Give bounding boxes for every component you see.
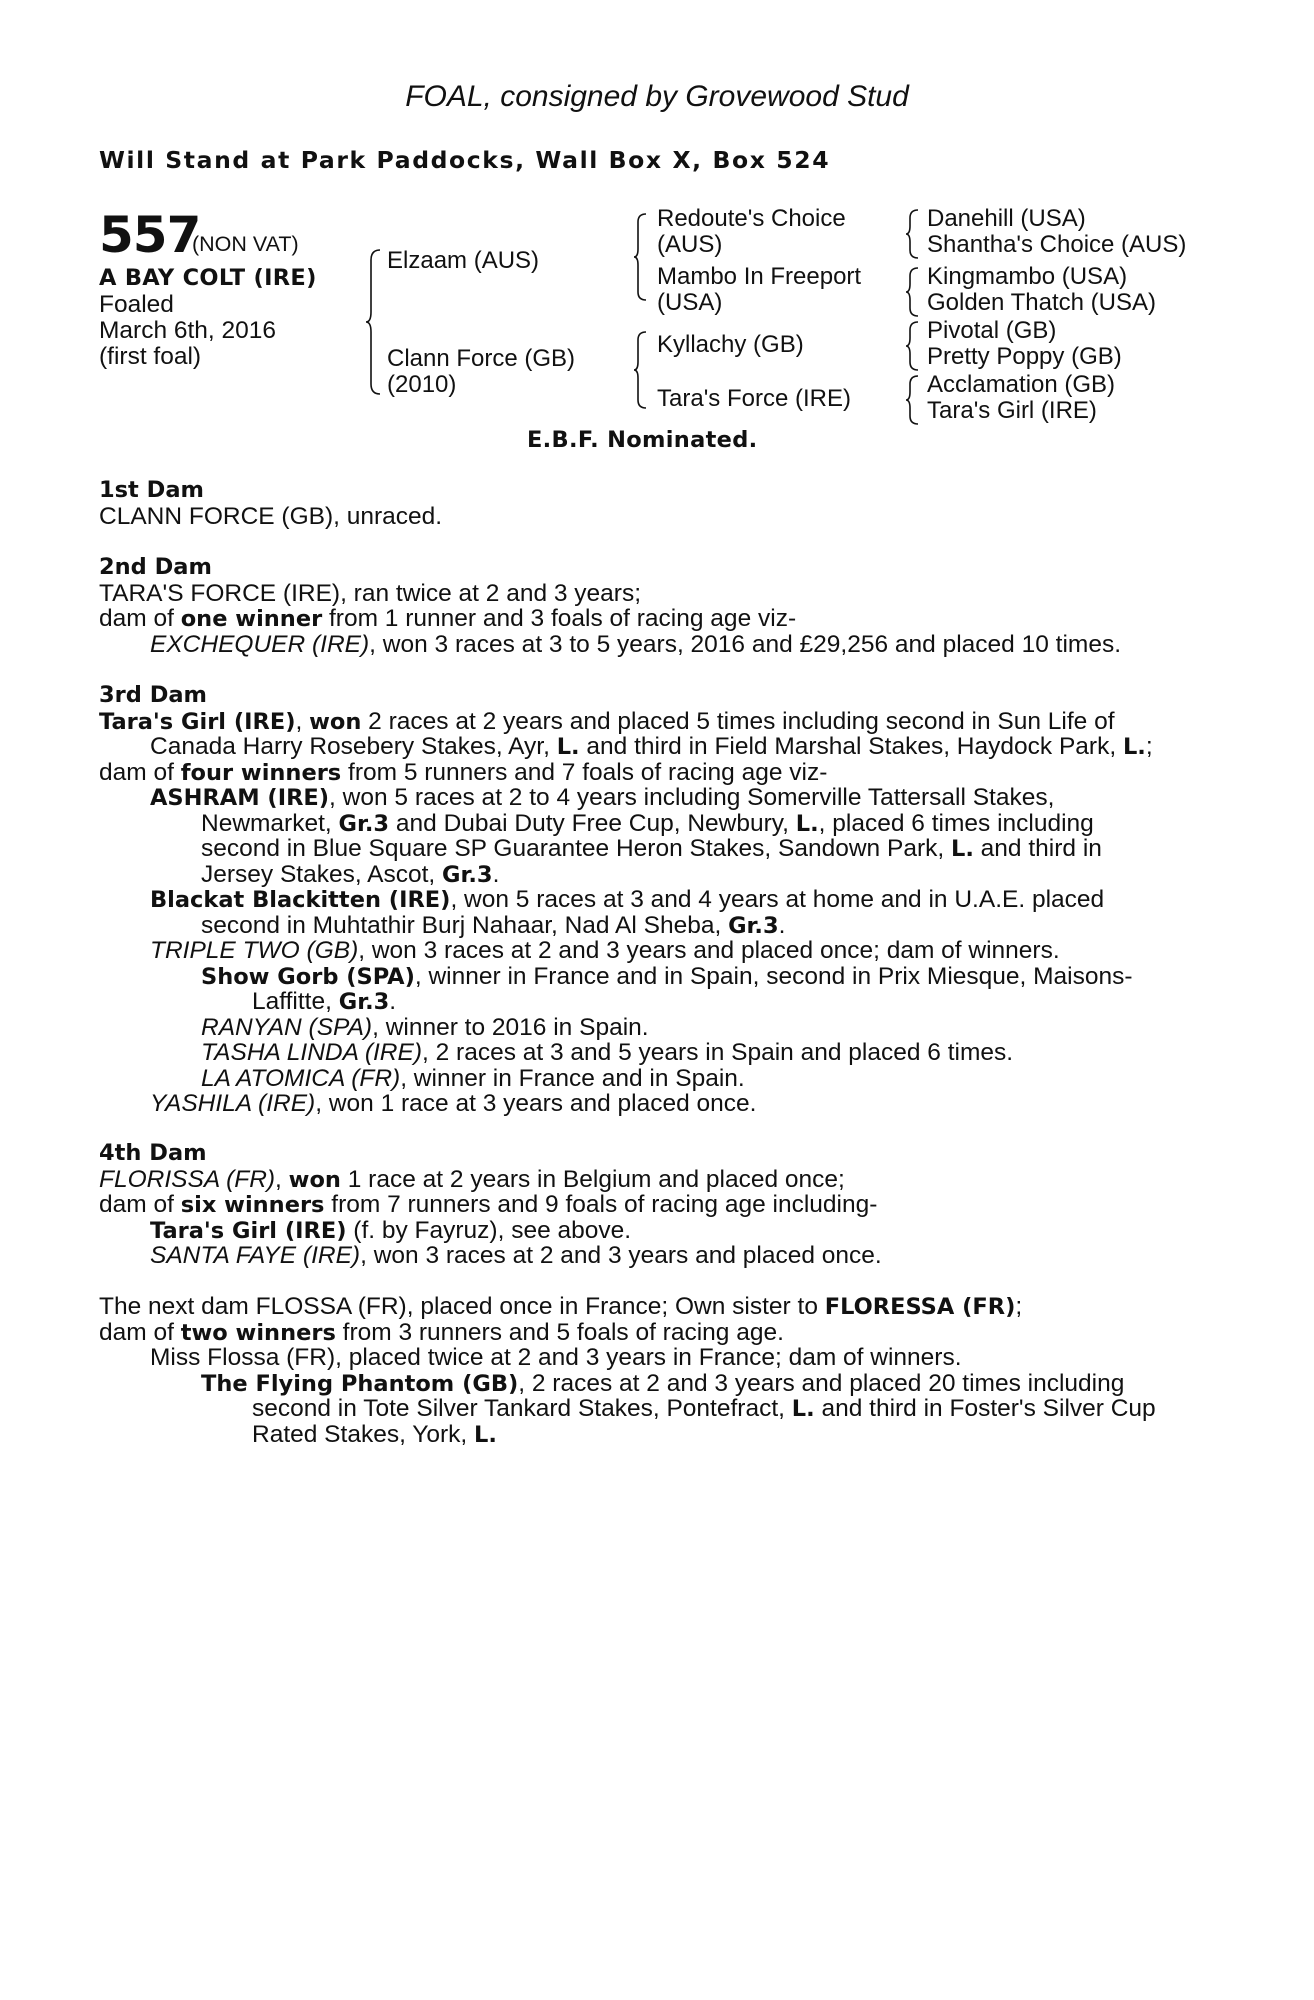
produce-entry: Miss Flossa (FR), placed twice at 2 and 3 years in France; dam of winners. xyxy=(150,1344,962,1371)
text-run: from 3 runners and 5 foals of racing age. xyxy=(335,1318,784,1346)
grand-produce-entry xyxy=(99,1015,1209,1041)
first-dam-section xyxy=(99,478,1209,529)
pedigree-sd: Mambo In Freeport xyxy=(657,263,862,290)
text-run: The next dam FLOSSA (FR), placed once in France; Own sister to xyxy=(99,1293,825,1320)
produce-entry xyxy=(99,1243,1209,1269)
grand-produce-entry xyxy=(99,1040,1209,1066)
text-run: one winner xyxy=(180,606,323,632)
dam-text-cont xyxy=(99,734,1209,760)
text-run: , won 5 races at 2 to 4 years including Somerville Tattersall Stakes, xyxy=(329,784,1055,811)
text-run: , 2 races at 2 and 3 years and placed 20 times including xyxy=(518,1369,1125,1397)
produce-entry-cont xyxy=(99,913,1209,939)
text-run: (f. by Fayruz), see above. xyxy=(346,1216,632,1244)
grand-produce-entry xyxy=(99,1371,1209,1397)
pedigree-g3-4: Golden Thatch (USA) xyxy=(927,289,1156,316)
pedigree-dam: Clann Force (GB) xyxy=(387,345,576,372)
text-run: The Flying Phantom (GB) xyxy=(201,1370,519,1397)
text-run: Blackat Blackitten (IRE) xyxy=(150,887,451,913)
text-run: from 1 runner and 3 foals of racing age viz- xyxy=(322,605,797,632)
text-run: TASHA LINDA (IRE) xyxy=(201,1039,422,1066)
text-run: L. xyxy=(1122,734,1146,760)
dam-text xyxy=(99,1167,1209,1193)
text-run: dam of xyxy=(99,1191,181,1218)
text-run: second in Muhtathir Burj Nahaar, Nad Al Sheba, xyxy=(201,911,729,939)
text-run: L. xyxy=(474,1421,497,1448)
text-run: , won 5 races at 3 and 4 years at home and in U.A.E. placed xyxy=(450,886,1105,913)
text-run: and third in xyxy=(973,835,1102,862)
text-run: 2 races at 2 years and placed 5 times including second in Sun Life of xyxy=(361,707,1115,735)
consignor-title: FOAL, consigned by Grovewood Stud xyxy=(405,80,909,113)
text-run: , xyxy=(275,1165,289,1193)
pedigree-brace-g3-4 xyxy=(906,374,920,426)
pedigree-ds: Kyllachy (GB) xyxy=(657,331,804,358)
text-run: , won 3 races at 2 and 3 years and placed once. xyxy=(360,1242,882,1269)
pedigree-brace-g3-3 xyxy=(906,320,920,372)
produce-summary xyxy=(99,1192,1209,1218)
text-run: two winners xyxy=(180,1319,336,1346)
text-run: 1 race at 2 years in Belgium and placed once; xyxy=(340,1165,845,1193)
produce-entry xyxy=(99,938,1209,964)
pedigree-brace-dam xyxy=(634,330,648,410)
text-run: Canada Harry Rosebery Stakes, Ayr, xyxy=(150,733,557,760)
foaled-label: Foaled xyxy=(99,291,174,318)
pedigree-g3-1: Danehill (USA) xyxy=(927,205,1086,232)
text-run: , 2 races at 3 and 5 years in Spain and placed 6 times. xyxy=(421,1039,1014,1066)
produce-entry-cont xyxy=(99,811,1209,837)
produce-entry xyxy=(99,785,1209,811)
foal-note: (first foal) xyxy=(99,343,202,370)
second-dam-section xyxy=(99,555,1209,657)
text-run: EXCHEQUER (IRE) xyxy=(150,630,370,658)
grand-produce-entry-cont xyxy=(99,1396,1209,1422)
text-run: second in Blue Square SP Guarantee Heron Stakes, Sandown Park, xyxy=(201,835,951,862)
text-run: TRIPLE TWO (GB) xyxy=(150,937,359,964)
pedigree-brace-g3-2 xyxy=(906,266,920,318)
pedigree-g3-2: Shantha's Choice (AUS) xyxy=(927,231,1187,258)
section-heading: 4th Dam xyxy=(99,1140,207,1166)
text-run: Gr.3 xyxy=(442,861,493,888)
pedigree-g3-3: Kingmambo (USA) xyxy=(927,263,1128,290)
grand-produce-entry xyxy=(99,1066,1209,1092)
pedigree-g3-6: Pretty Poppy (GB) xyxy=(927,343,1122,370)
text-run: Jersey Stakes, Ascot, xyxy=(201,860,443,888)
text-run: , won 3 races at 2 and 3 years and placed once; dam of winners. xyxy=(358,937,1060,964)
vat-status: (NON VAT) xyxy=(192,232,299,256)
pedigree-brace-gen1 xyxy=(366,248,382,396)
text-run: , won 1 race at 3 years and placed once. xyxy=(315,1090,757,1117)
text-run: L. xyxy=(791,1396,815,1422)
text-run: six winners xyxy=(180,1192,325,1218)
text-run: SANTA FAYE (IRE) xyxy=(150,1242,361,1269)
text-run: L. xyxy=(795,810,819,837)
text-run: won xyxy=(288,1166,341,1193)
text-run: from 5 runners and 7 foals of racing age viz- xyxy=(341,758,828,786)
text-run: , winner in France and in Spain, second in Prix Miesque, Maisons- xyxy=(414,962,1133,990)
grand-produce-entry xyxy=(99,964,1209,990)
pedigree-brace-sire xyxy=(634,212,648,302)
text-run: . xyxy=(492,860,500,888)
text-run: and third in Foster's Silver Cup xyxy=(814,1395,1156,1422)
text-run: second in Tote Silver Tankard Stakes, Pontefract, xyxy=(252,1395,792,1422)
section-heading: 2nd Dam xyxy=(99,554,212,580)
produce-entry xyxy=(99,632,1209,658)
produce-summary xyxy=(99,1320,1209,1346)
text-run: ; xyxy=(1145,733,1153,760)
text-run: Gr.3 xyxy=(338,810,390,837)
text-run: and third in Field Marshal Stakes, Haydock Park, xyxy=(579,733,1123,760)
dam-text: CLANN FORCE (GB), unraced. xyxy=(99,502,443,530)
text-run: Rated Stakes, York, xyxy=(252,1420,474,1448)
grand-produce-entry-cont xyxy=(99,1422,1209,1448)
pedigree-dam-year: (2010) xyxy=(387,371,457,398)
produce-summary xyxy=(99,760,1209,786)
text-run: four winners xyxy=(180,759,342,786)
pedigree-brace-g3-1 xyxy=(906,208,920,260)
text-run: Gr.3 xyxy=(728,912,779,939)
stand-location: Will Stand at Park Paddocks, Wall Box X, Box 524 xyxy=(99,146,831,174)
text-run: , xyxy=(295,707,310,735)
text-run: won xyxy=(309,708,362,735)
text-run: , won 3 races at 3 to 5 years, 2016 and £29,256 and placed 10 times. xyxy=(369,630,1122,658)
produce-entry-cont xyxy=(99,862,1209,888)
foaled-date: March 6th, 2016 xyxy=(99,317,277,344)
text-run: ; xyxy=(1015,1293,1023,1320)
lot-number: 557 xyxy=(99,206,201,264)
pedigree-sd-country: (USA) xyxy=(657,289,723,316)
text-run: . xyxy=(778,911,786,939)
pedigree-g3-7: Acclamation (GB) xyxy=(927,371,1116,398)
text-run: Newmarket, xyxy=(201,809,339,837)
text-run: ASHRAM (IRE) xyxy=(150,785,330,811)
text-run: L. xyxy=(556,734,580,760)
text-run: and Dubai Duty Free Cup, Newbury, xyxy=(389,809,796,837)
text-run: . xyxy=(389,988,397,1015)
pedigree-ss-country: (AUS) xyxy=(657,231,723,258)
dam-text xyxy=(99,709,1209,735)
produce-entry xyxy=(99,1218,1209,1244)
text-run: Tara's Girl (IRE) xyxy=(99,708,296,735)
text-run: FLORESSA (FR) xyxy=(824,1294,1016,1320)
fourth-dam-section xyxy=(99,1141,1209,1269)
pedigree-dd: Tara's Force (IRE) xyxy=(657,385,851,412)
text-run: RANYAN (SPA) xyxy=(201,1013,373,1041)
produce-entry xyxy=(99,887,1209,913)
lot-name: A BAY COLT (IRE) xyxy=(99,265,317,291)
pedigree-ss: Redoute's Choice xyxy=(657,205,846,232)
next-dam-section xyxy=(99,1294,1209,1447)
text-run: dam of xyxy=(99,758,181,786)
text-run: Gr.3 xyxy=(338,989,390,1015)
text-run: FLORISSA (FR) xyxy=(99,1165,276,1193)
section-heading: 1st Dam xyxy=(99,477,204,503)
text-run: YASHILA (IRE) xyxy=(150,1090,316,1117)
text-run: , winner to 2016 in Spain. xyxy=(372,1013,649,1041)
text-run: Laffitte, xyxy=(252,988,339,1015)
section-heading: 3rd Dam xyxy=(99,682,207,708)
text-run: from 7 runners and 9 foals of racing age including- xyxy=(324,1191,878,1218)
text-run: dam of xyxy=(99,1318,181,1346)
pedigree-g3-8: Tara's Girl (IRE) xyxy=(927,397,1097,424)
text-run: LA ATOMICA (FR) xyxy=(201,1064,401,1092)
text-run: , winner in France and in Spain. xyxy=(400,1064,745,1092)
text-run: , placed 6 times including xyxy=(818,809,1094,837)
pedigree-g3-5: Pivotal (GB) xyxy=(927,317,1057,344)
ebf-nominated: E.B.F. Nominated. xyxy=(527,427,758,453)
grand-produce-entry-cont xyxy=(99,989,1209,1015)
produce-entry-cont xyxy=(99,836,1209,862)
third-dam-section xyxy=(99,683,1209,1117)
text-run: dam of xyxy=(99,605,181,632)
pedigree-sire: Elzaam (AUS) xyxy=(387,247,540,274)
dam-text: TARA'S FORCE (IRE), ran twice at 2 and 3 years; xyxy=(99,579,642,607)
text-run: Show Gorb (SPA) xyxy=(201,963,415,990)
text-run: Tara's Girl (IRE) xyxy=(150,1217,347,1244)
produce-entry xyxy=(99,1091,1209,1117)
produce-summary xyxy=(99,606,1209,632)
dam-text xyxy=(99,1294,1209,1320)
text-run: L. xyxy=(950,836,974,862)
